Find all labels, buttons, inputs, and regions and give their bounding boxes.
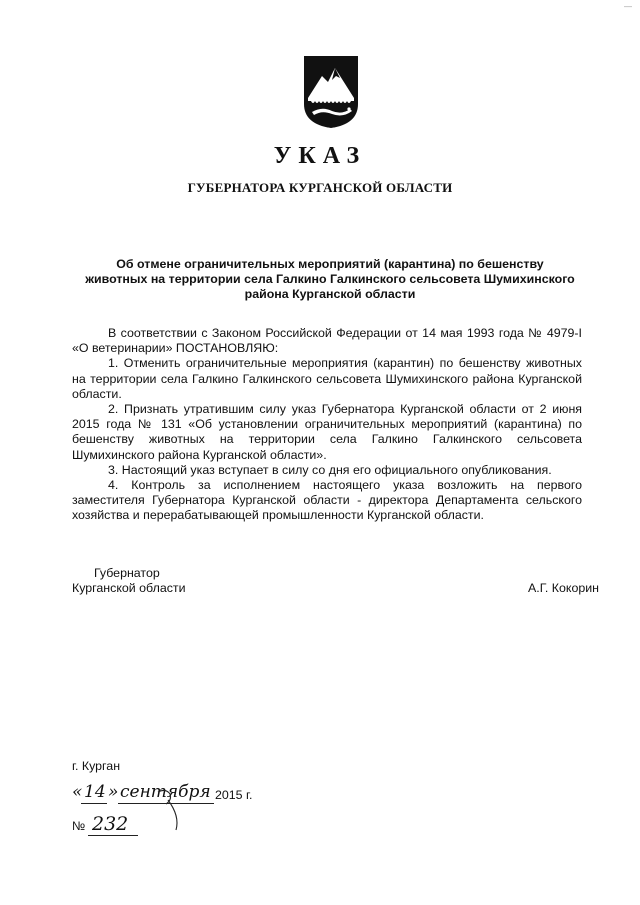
heading-line: Об отмене ограничительных мероприятий (карантина) по бешенству (116, 257, 544, 271)
number-label: № (72, 819, 86, 833)
number-underline (88, 835, 138, 836)
heading-line: района Курганской области (244, 287, 416, 301)
corner-mark: — (624, 2, 632, 11)
decree-number (72, 813, 212, 841)
date-close-quote: » (108, 782, 119, 802)
date-month: сентября (120, 782, 211, 802)
date-day: 14 (84, 782, 106, 802)
preamble-paragraph: В соответствии с Законом Российской Федерации от 14 мая 1993 года № 4979-I «О ветеринарии» ПОСТАНОВЛЯЮ: (72, 326, 582, 356)
signatory-name: А.Г. Кокорин (528, 581, 600, 595)
decree-item: 2. Признать утратившим силу указ Губернатора Курганской области от 2 июня 2015 года № 131 «Об установлении ограничительных мероприятий (карантина) по бешенству животных на территории села Галкино Галкинского сельсовета Шумихинского района Курганской области». (72, 402, 582, 462)
decree-item: 4. Контроль за исполнением настоящего указа возложить на первого заместителя Губернатора Курганской области - директора Департамента сельского хозяйства и перерабатывающей промышленности Курганской области. (72, 478, 582, 523)
decree-heading (70, 257, 590, 302)
document-title: УКАЗ (273, 143, 367, 169)
document-issuer: ГУБЕРНАТОРА КУРГАНСКОЙ ОБЛАСТИ (187, 180, 453, 195)
date-day-underline (81, 803, 107, 804)
coat-of-arms-icon (302, 54, 360, 130)
issue-city: г. Курган (72, 759, 121, 773)
decree-item: 3. Настоящий указ вступает в силу со дня его официального опубликования. (108, 462, 552, 477)
date-open-quote: « (72, 782, 83, 802)
decree-item: 1. Отменить ограничительные мероприятия (карантин) по бешенству животных на территории села Галкино Галкинского сельсовета Шумихинского района Курганской области. (72, 356, 582, 401)
decree-body (72, 326, 582, 524)
signatory-position (72, 566, 186, 596)
issue-date (72, 782, 372, 808)
position-line: Курганской области (72, 581, 186, 596)
position-line: Губернатор (94, 566, 160, 580)
number-value: 232 (92, 813, 129, 835)
heading-line: животных на территории села Галкино Галкинского сельсовета Шумихинского (85, 272, 575, 286)
date-year: 2015 г. (215, 788, 253, 802)
